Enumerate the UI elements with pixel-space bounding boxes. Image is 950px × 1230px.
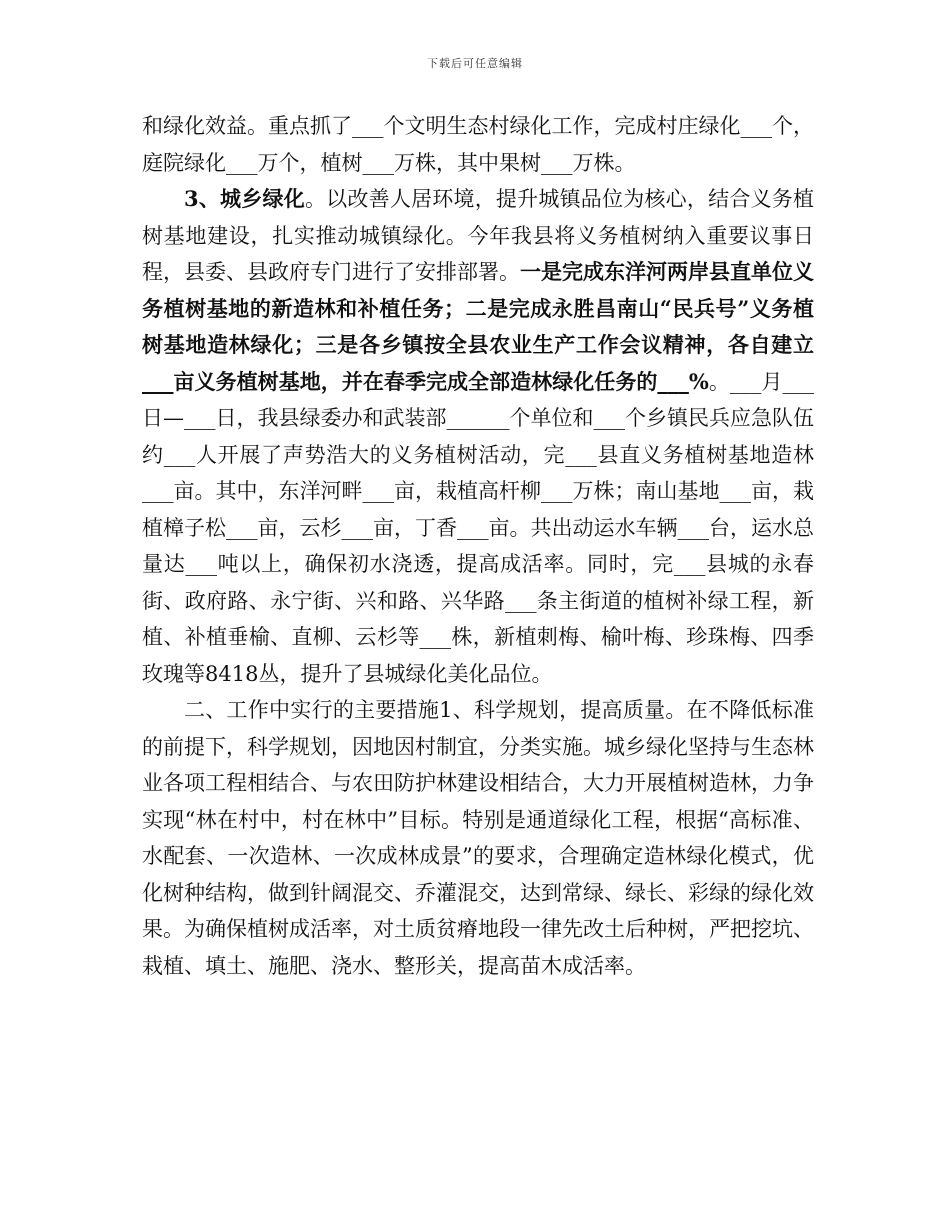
paragraph-2-bold-tasks: 一是完成东洋河两岸县直单位义务植树基地的新造林和补植任务；二是完成永胜昌南山“民兵号”义务植树基地造林绿化；三是各乡镇按全县农业生产工作会议精神，各自建立___亩义务植树基地，并在春季完成全部造林绿化任务的___% [142,259,814,394]
paragraph-3: 二、工作中实行的主要措施1、科学规划，提高质量。在不降低标准的前提下，科学规划，因地因村制宜，分类实施。城乡绿化坚持与生态林业各项工程相结合、与农田防护林建设相结合，大力开展植树造林，力争实现“林在村中，村在林中”目标。特别是通道绿化工程，根据“高标准、水配套、一次造林、一次成林成景”的要求，合理确定造林绿化模式，优化树种结构，做到针阔混交、乔灌混交，达到常绿、绿长、彩绿的绿化效果。为确保植树成活率，对土质贫瘠地段一律先改土后种树，严把挖坑、栽植、填土、施肥、浇水、整形关，提高苗木成活率。 [142,698,814,978]
paragraph-2-rest: 。___月___日—___日，我县绿委办和武装部______个单位和___个乡镇民兵应急队伍约___人开展了声势浩大的义务植树活动，完___县直义务植树基地造林___亩。其中，东洋河畔___亩，栽植高杆柳___万株；南山基地___亩，栽植樟子松___亩，云杉___亩，丁香___亩。共出动运水车辆___台，运水总量达___吨以上，确保初水浇透，提高成活率。同时，完___县城的永春街、政府路、永宁街、兴和路、兴华路___条主街道的植树补绿工程，新植、补植垂榆、直柳、云杉等___株，新植刺梅、榆叶梅、珍珠梅、四季玫瑰等8418丛，提升了县城绿化美化品位。 [142,369,815,686]
paragraph-2 [142,181,814,692]
paragraph-2-intro: 。以改善人居环境，提升城镇品位为核心，结合义务植树基地建设，扎实推动城镇绿化。今年我县将义务植树纳入重要议事日程，县委、县政府专门进行了安排部署。 [142,187,814,284]
paragraph-1: 和绿化效益。重点抓了___个文明生态村绿化工作，完成村庄绿化___个，庭院绿化___万个，植树___万株，其中果树___万株。 [142,114,814,175]
paragraph-2-heading: 3、城乡绿化 [184,186,305,211]
header-note: 下载后可任意编辑 [427,57,523,70]
document-body [142,108,814,984]
